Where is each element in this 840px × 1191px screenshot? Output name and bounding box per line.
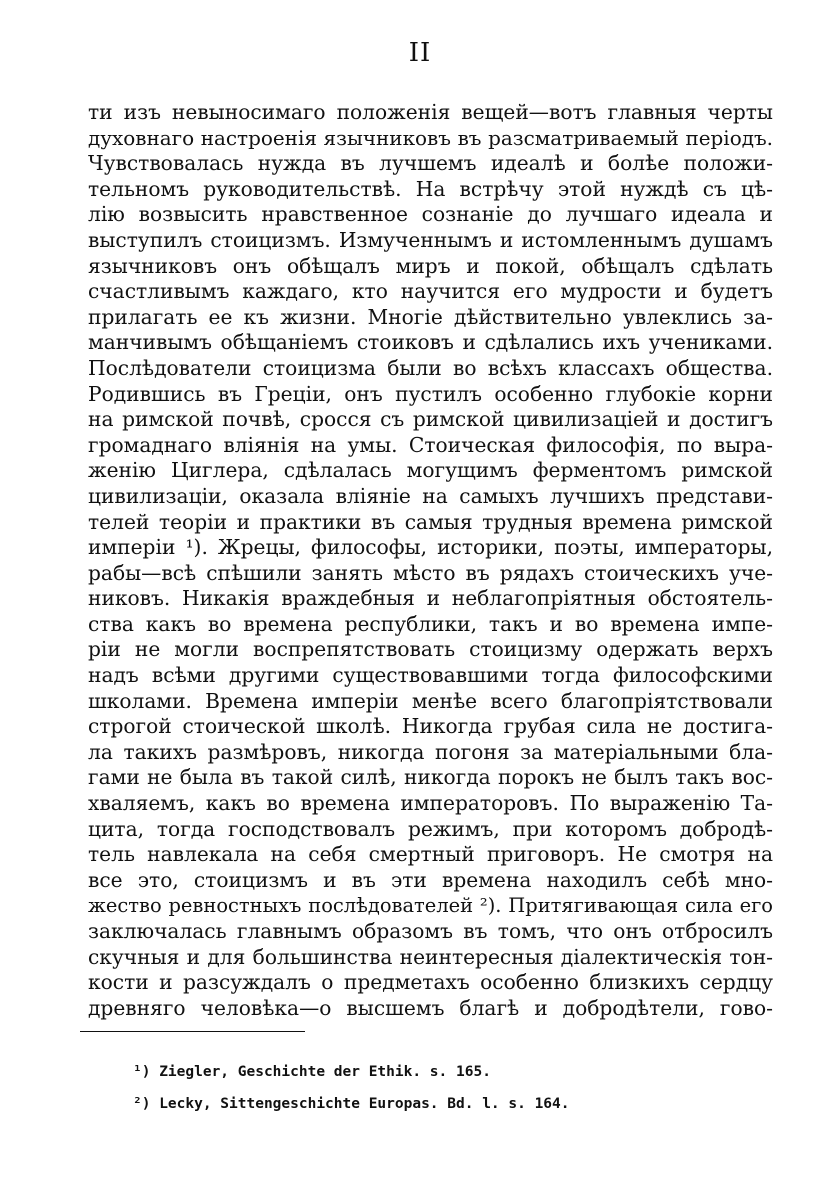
text-line: женію Циглера, сдѣлалась могущимъ ферментомъ римской	[88, 458, 773, 483]
text-line: ла такихъ размѣровъ, никогда погоня за матеріальными бла-	[88, 739, 773, 764]
text-line: лію возвысить нравственное сознаніе до лучшаго идеала и	[88, 202, 773, 227]
text-line: все это, стоицизмъ и въ эти времена находилъ себѣ мно-	[88, 867, 773, 892]
text-line: хваляемъ, какъ во времена императоровъ. По выраженію Та-	[88, 791, 773, 816]
text-line: Послѣдователи стоицизма были во всѣхъ классахъ общества.	[88, 355, 773, 380]
text-line: скучныя и для большинства неинтересныя діалектическія тон-	[88, 944, 773, 969]
footnote-1: ¹) Ziegler, Geschichte der Ethik. s. 165.	[133, 1064, 491, 1080]
text-line: заключалась главнымъ образомъ въ томъ, что онъ отбросилъ	[88, 919, 773, 943]
text-line: гами не была въ такой силѣ, никогда порокъ не былъ такъ вос-	[88, 765, 773, 790]
footnotes	[133, 1056, 773, 1120]
footnote-divider	[80, 1031, 305, 1032]
text-line: рабы—всѣ спѣшили занять мѣсто въ рядахъ стоическихъ уче-	[88, 560, 773, 585]
text-line: громаднаго вліянія на умы. Стоическая философія, по выра-	[88, 432, 773, 457]
text-line: ства какъ во времена республики, такъ и во времена импе-	[88, 611, 773, 636]
text-line: кости и разсуждалъ о предметахъ особенно близкихъ сердцу	[88, 970, 773, 995]
text-line: древняго человѣка—о высшемъ благѣ и добродѣтели, гово-	[88, 995, 773, 1020]
text-line: ти изъ невыносимаго положенія вещей—вотъ главныя черты	[88, 100, 773, 124]
text-line: счастливымъ каждаго, кто научится его мудрости и будетъ	[88, 279, 773, 304]
footnote-2: ²) Lecky, Sittengeschichte Europas. Bd. l. s. 164.	[133, 1096, 570, 1112]
text-line: цивилизаціи, оказала вліяніе на самыхъ лучшихъ представи-	[88, 483, 773, 508]
page-number: II	[408, 38, 432, 68]
text-line: на римской почвѣ, сросся съ римской цивилизаціей и достигъ	[88, 407, 773, 432]
text-line: ріи не могли воспрепятствовать стоицизму одержать верхъ	[88, 637, 773, 662]
text-line: строгой стоической школѣ. Никогда грубая сила не достига-	[88, 714, 773, 739]
text-line: жество ревностныхъ послѣдователей ²). Притягивающая сила его	[88, 894, 773, 918]
text-line: Чувствовалась нужда въ лучшемъ идеалѣ и болѣе положи-	[88, 151, 773, 176]
text-line: никовъ. Никакія враждебныя и неблагопріятныя обстоятель-	[88, 586, 773, 611]
text-line: выступилъ стоицизмъ. Измученнымъ и истомленнымъ душамъ	[88, 227, 773, 252]
body-text	[88, 100, 773, 1021]
text-line: телей теоріи и практики въ самыя трудныя времена римской	[88, 509, 773, 534]
text-line: цита, тогда господствовалъ режимъ, при которомъ добродѣ-	[88, 816, 773, 841]
text-line: надъ всѣми другими существовавшими тогда философскими	[88, 663, 773, 688]
text-line: манчивымъ обѣщаніемъ стоиковъ и сдѣлались ихъ учениками.	[88, 330, 773, 355]
text-line: тельномъ руководительствѣ. На встрѣчу этой нуждѣ съ цѣ-	[88, 176, 773, 201]
text-line: прилагать ее къ жизни. Многіе дѣйствительно увлеклись за-	[88, 304, 773, 329]
text-line: духовнаго настроенія язычниковъ въ разсматриваемый періодъ.	[88, 125, 773, 150]
text-line: школами. Времена имперіи менѣе всего благопріятствовали	[88, 688, 773, 713]
text-line: язычниковъ онъ обѣщалъ миръ и покой, обѣщалъ сдѣлать	[88, 253, 773, 278]
text-line: имперіи ¹). Жрецы, философы, историки, поэты, императоры,	[88, 535, 773, 560]
text-line: Родившись въ Греціи, онъ пустилъ особенно глубокіе корни	[88, 381, 773, 406]
text-line: тель навлекала на себя смертный приговоръ. Не смотря на	[88, 842, 773, 867]
